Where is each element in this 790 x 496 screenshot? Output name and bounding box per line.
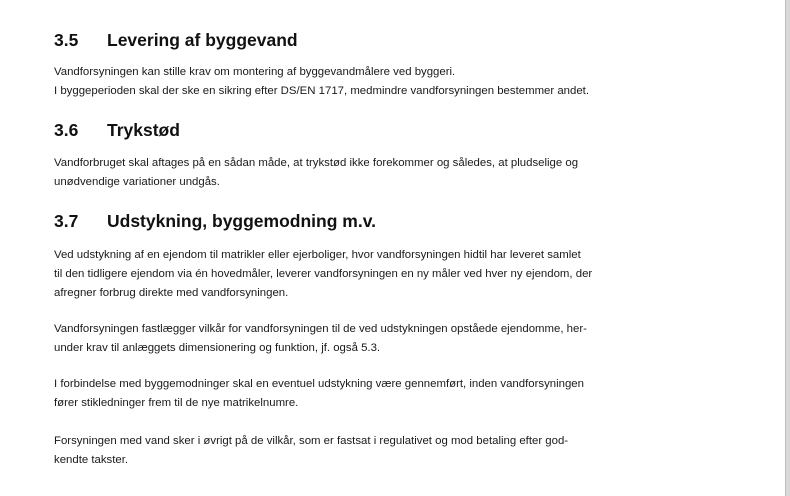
paragraph bbox=[54, 63, 589, 101]
paragraph bbox=[54, 320, 587, 358]
text-line: I forbindelse med byggemodninger skal en eventuel udstykning være gennemført, inden vandforsyningen bbox=[54, 378, 584, 390]
text-line: unødvendige variationer undgås. bbox=[54, 176, 220, 188]
text-line: til den tidligere ejendom via én hovedmåler, leverer vandforsyningen en ny måler ved hver ny ejendom, der bbox=[54, 268, 593, 280]
section-title: Levering af byggevand bbox=[107, 30, 298, 50]
text-line: Vandforsyningen kan stille krav om montering af byggevandmålere ved byggeri. bbox=[54, 66, 456, 78]
window-edge bbox=[786, 0, 790, 496]
text-line: afregner forbrug direkte med vandforsyningen. bbox=[54, 287, 289, 299]
text-line: kendte takster. bbox=[54, 454, 129, 466]
section-title: Udstykning, byggemodning m.v. bbox=[107, 211, 376, 231]
section-heading-3-5 bbox=[54, 30, 298, 51]
paragraph bbox=[54, 375, 584, 413]
text-line: I byggeperioden skal der ske en sikring efter DS/EN 1717, medmindre vandforsyningen bestemmer andet. bbox=[54, 85, 590, 97]
paragraph bbox=[54, 154, 578, 192]
section-title: Trykstød bbox=[107, 120, 180, 140]
paragraph bbox=[54, 246, 592, 303]
text-line: Ved udstykning af en ejendom til matrikler eller ejerboliger, hvor vandforsyningen hidtil har leveret samlet bbox=[54, 249, 581, 261]
text-line: Forsyningen med vand sker i øvrigt på de vilkår, som er fastsat i regulativet og mod betaling efter god- bbox=[54, 435, 569, 447]
section-heading-3-7 bbox=[54, 211, 376, 232]
section-number: 3.6 bbox=[54, 120, 79, 140]
paragraph bbox=[54, 432, 568, 470]
text-line: Vandforsyningen fastlægger vilkår for vandforsyningen til de ved udstykningen opståede ejendomme, her- bbox=[54, 323, 587, 335]
section-number: 3.5 bbox=[54, 30, 79, 50]
text-line: under krav til anlæggets dimensionering og funktion, jf. også 5.3. bbox=[54, 342, 381, 354]
section-number: 3.7 bbox=[54, 211, 79, 231]
text-line: Vandforbruget skal aftages på en sådan måde, at trykstød ikke forekommer og således, at pludselige og bbox=[54, 157, 579, 169]
text-line: fører stikledninger frem til de nye matrikelnumre. bbox=[54, 397, 299, 409]
section-heading-3-6 bbox=[54, 120, 180, 141]
